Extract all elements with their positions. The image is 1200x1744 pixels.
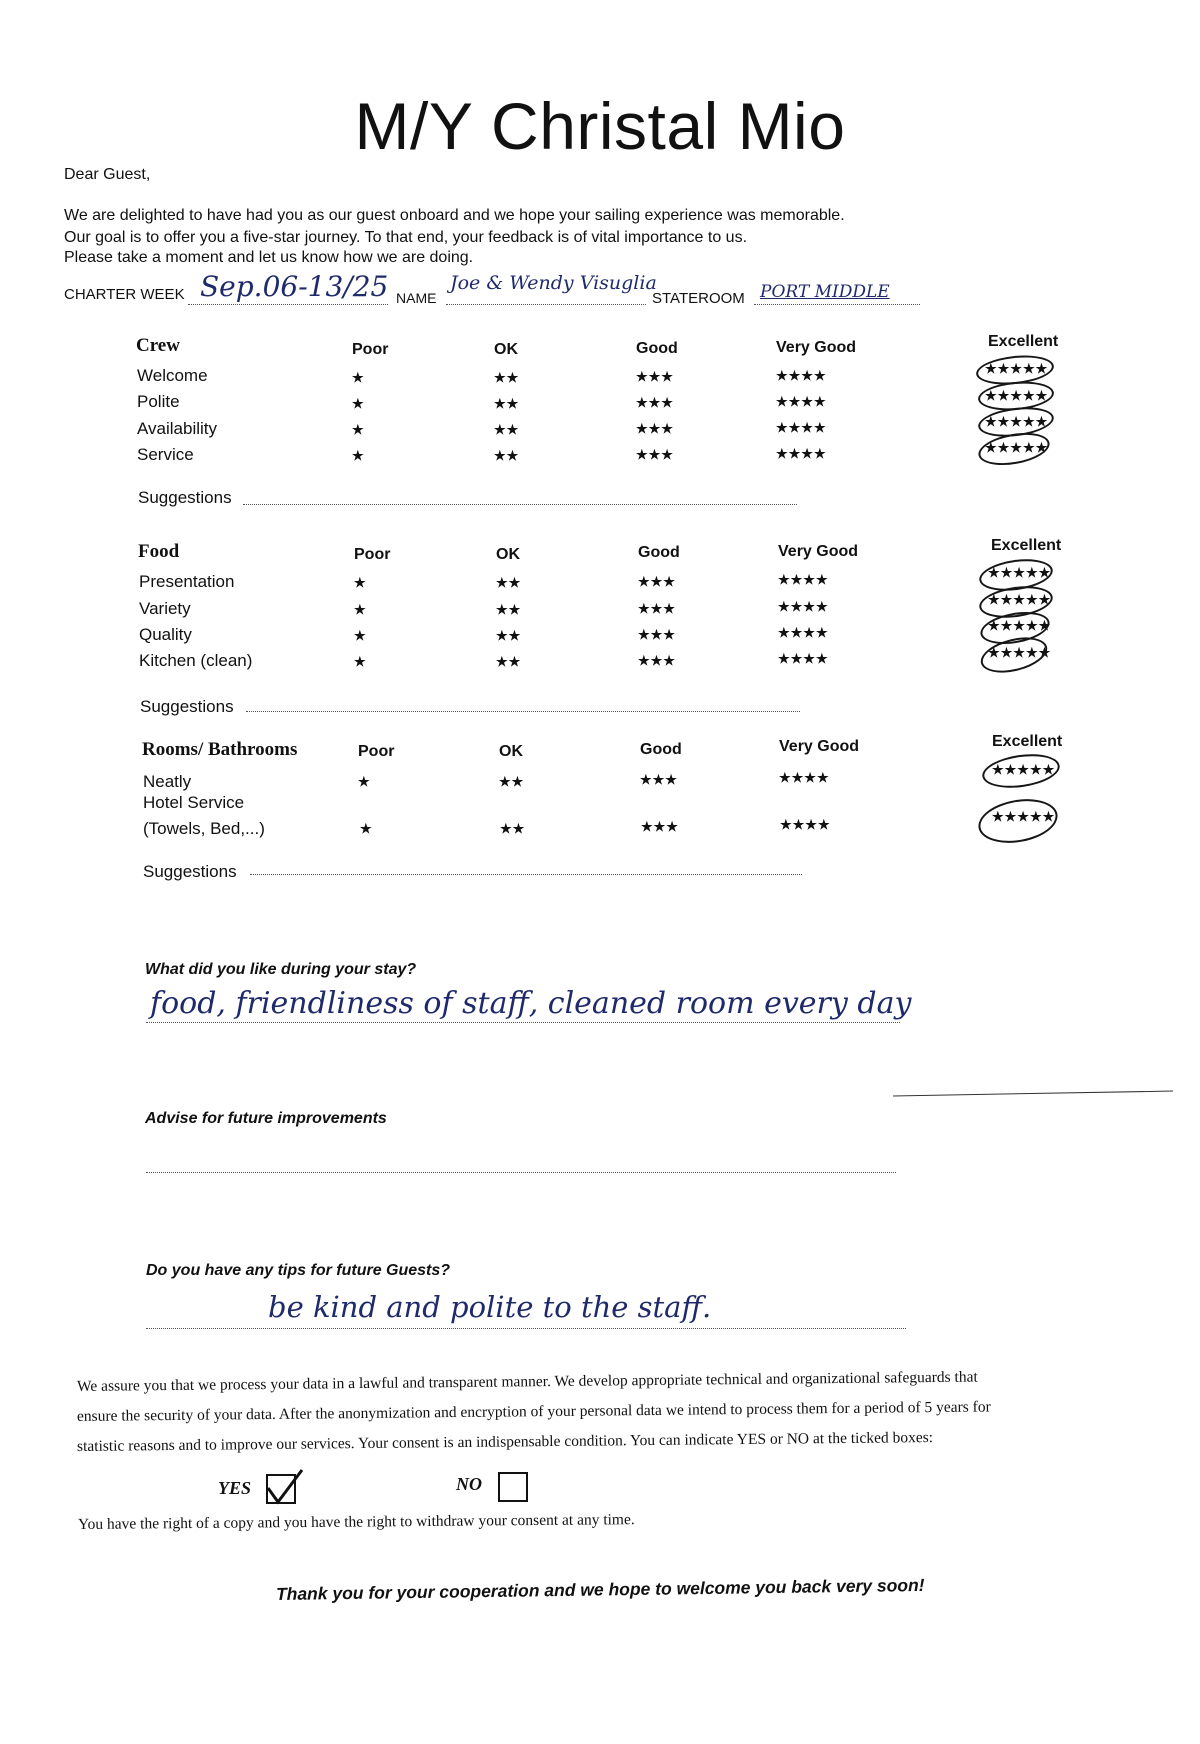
crew-heading: Crew xyxy=(136,335,180,356)
crew-service-ok[interactable]: ★★ xyxy=(494,448,520,463)
crew-item-service: Service xyxy=(137,445,194,464)
greeting: Dear Guest, xyxy=(64,166,151,183)
food-col-excellent: Excellent xyxy=(991,537,1062,554)
rooms-item-neatly: Neatly xyxy=(143,772,192,791)
rooms-heading: Rooms/ Bathrooms xyxy=(142,739,298,760)
food-variety-very-good[interactable]: ★★★★ xyxy=(778,599,829,614)
crew-welcome-excellent[interactable]: ★★★★★ xyxy=(985,361,1049,376)
question-improvements-label: Advise for future improvements xyxy=(145,1110,387,1127)
crew-item-polite: Polite xyxy=(137,392,180,411)
question-liked-line xyxy=(146,1022,900,1023)
crew-service-poor[interactable]: ★ xyxy=(352,448,365,463)
intro-line-2: Our goal is to offer you a five-star journey. To that end, your feedback is of vital importance to us. xyxy=(64,229,748,246)
crew-service-good[interactable]: ★★★ xyxy=(636,447,674,462)
crew-welcome-ok[interactable]: ★★ xyxy=(494,370,520,385)
food-variety-good[interactable]: ★★★ xyxy=(638,601,676,616)
rooms-col-excellent: Excellent xyxy=(992,733,1063,750)
food-suggestions-line[interactable] xyxy=(246,711,800,712)
privacy-line-1: We assure you that we process your data in a lawful and transparent manner. We develop appropriate technical and organizational safeguards that xyxy=(76,1368,978,1395)
crew-welcome-good[interactable]: ★★★ xyxy=(636,369,674,384)
crew-availability-poor[interactable]: ★ xyxy=(352,422,365,437)
stateroom-label: STATEROOM xyxy=(652,290,745,307)
stateroom-line xyxy=(754,304,920,305)
question-tips-line xyxy=(146,1328,906,1329)
crew-availability-good[interactable]: ★★★ xyxy=(636,421,674,436)
rooms-neatly-good[interactable]: ★★★ xyxy=(640,772,678,787)
crew-availability-very-good[interactable]: ★★★★ xyxy=(776,420,827,435)
crew-polite-good[interactable]: ★★★ xyxy=(636,395,674,410)
rooms-item-hotel-service: Hotel Service xyxy=(143,793,245,812)
question-improvements-line[interactable] xyxy=(146,1172,896,1173)
crew-welcome-poor[interactable]: ★ xyxy=(352,370,365,385)
crew-suggestions-label: Suggestions xyxy=(138,488,232,507)
food-col-ok: OK xyxy=(496,546,520,563)
crew-service-excellent[interactable]: ★★★★★ xyxy=(985,440,1049,455)
rights-text: You have the right of a copy and you have the right to withdraw your consent at any time. xyxy=(77,1511,635,1533)
food-quality-good[interactable]: ★★★ xyxy=(638,627,676,642)
rooms-suggestions-label: Suggestions xyxy=(143,862,237,881)
intro-line-1: We are delighted to have had you as our guest onboard and we hope your sailing experience was memorable. xyxy=(64,207,845,224)
food-variety-ok[interactable]: ★★ xyxy=(496,602,522,617)
rooms-col-very-good: Very Good xyxy=(779,738,860,755)
consent-no-checkbox[interactable] xyxy=(498,1472,528,1502)
food-kitchen-good[interactable]: ★★★ xyxy=(638,653,676,668)
question-liked-answer[interactable]: food, friendliness of staff, cleaned room every day xyxy=(150,986,912,1021)
food-suggestions-label: Suggestions xyxy=(140,697,234,716)
food-item-quality: Quality xyxy=(139,625,192,644)
crew-polite-excellent[interactable]: ★★★★★ xyxy=(985,388,1049,403)
food-variety-excellent[interactable]: ★★★★★ xyxy=(988,592,1052,607)
charter-week-value[interactable]: Sep.06-13/25 xyxy=(200,270,389,303)
rooms-neatly-ok[interactable]: ★★ xyxy=(499,774,525,789)
rooms-neatly-poor[interactable]: ★ xyxy=(358,774,371,789)
crew-service-very-good[interactable]: ★★★★ xyxy=(776,446,827,461)
food-col-good: Good xyxy=(638,544,680,561)
food-presentation-good[interactable]: ★★★ xyxy=(638,574,676,589)
closing-text: Thank you for your cooperation and we hope to welcome you back very soon! xyxy=(275,1574,925,1604)
rooms-service-poor[interactable]: ★ xyxy=(360,821,373,836)
rooms-col-good: Good xyxy=(640,741,682,758)
privacy-line-3: statistic reasons and to improve our services. Your consent is an indispensable condition. You can indicate YES or NO at the ticked boxes: xyxy=(76,1429,934,1455)
food-presentation-ok[interactable]: ★★ xyxy=(496,575,522,590)
rooms-neatly-excellent[interactable]: ★★★★★ xyxy=(992,762,1056,777)
crew-polite-ok[interactable]: ★★ xyxy=(494,396,520,411)
food-quality-ok[interactable]: ★★ xyxy=(496,628,522,643)
rooms-service-selection-circle xyxy=(975,793,1061,848)
food-kitchen-poor[interactable]: ★ xyxy=(354,654,367,669)
question-tips-label: Do you have any tips for future Guests? xyxy=(146,1262,451,1279)
charter-week-label: CHARTER WEEK xyxy=(64,286,185,303)
charter-week-line xyxy=(188,304,388,305)
crew-col-very-good: Very Good xyxy=(776,339,857,356)
food-quality-excellent[interactable]: ★★★★★ xyxy=(988,618,1052,633)
crew-item-availability: Availability xyxy=(137,419,218,438)
rooms-service-good[interactable]: ★★★ xyxy=(641,819,679,834)
rooms-neatly-selection-circle xyxy=(980,750,1062,793)
intro-line-3: Please take a moment and let us know how we are doing. xyxy=(64,249,474,266)
privacy-line-2: ensure the security of your data. After the anonymization and encryption of your personal data we intend to process them for a period of 5 years for xyxy=(76,1398,991,1425)
rooms-service-excellent[interactable]: ★★★★★ xyxy=(992,809,1056,824)
crew-col-ok: OK xyxy=(494,341,518,358)
food-item-kitchen: Kitchen (clean) xyxy=(139,651,253,670)
food-presentation-poor[interactable]: ★ xyxy=(354,575,367,590)
name-value[interactable]: Joe & Wendy Visuglia xyxy=(450,272,657,294)
food-variety-poor[interactable]: ★ xyxy=(354,602,367,617)
name-line xyxy=(446,304,646,305)
consent-yes-check-icon xyxy=(262,1466,306,1510)
rooms-service-ok[interactable]: ★★ xyxy=(500,821,526,836)
stateroom-value[interactable]: PORT MIDDLE xyxy=(760,282,890,302)
crew-polite-very-good[interactable]: ★★★★ xyxy=(776,394,827,409)
food-quality-very-good[interactable]: ★★★★ xyxy=(778,625,829,640)
crew-col-excellent: Excellent xyxy=(988,333,1059,350)
crew-col-good: Good xyxy=(636,340,678,357)
crew-polite-poor[interactable]: ★ xyxy=(352,396,365,411)
question-tips-answer[interactable]: be kind and polite to the staff. xyxy=(268,1290,712,1324)
crew-availability-ok[interactable]: ★★ xyxy=(494,422,520,437)
crew-col-poor: Poor xyxy=(352,341,389,358)
stray-pen-line xyxy=(893,1091,1173,1097)
food-kitchen-very-good[interactable]: ★★★★ xyxy=(778,651,829,666)
food-presentation-excellent[interactable]: ★★★★★ xyxy=(988,565,1052,580)
food-col-very-good: Very Good xyxy=(778,543,859,560)
food-item-variety: Variety xyxy=(139,599,191,618)
crew-suggestions-line[interactable] xyxy=(243,504,797,505)
food-kitchen-excellent[interactable]: ★★★★★ xyxy=(988,645,1052,660)
food-quality-poor[interactable]: ★ xyxy=(354,628,367,643)
rooms-col-poor: Poor xyxy=(358,743,395,760)
rooms-neatly-very-good[interactable]: ★★★★ xyxy=(779,770,830,785)
consent-yes-label: YES xyxy=(218,1478,252,1498)
crew-availability-excellent[interactable]: ★★★★★ xyxy=(985,414,1049,429)
food-item-presentation: Presentation xyxy=(139,572,235,591)
rooms-suggestions-line[interactable] xyxy=(250,874,802,875)
food-col-poor: Poor xyxy=(354,546,391,563)
food-presentation-very-good[interactable]: ★★★★ xyxy=(778,572,829,587)
rooms-item-towels-bed: (Towels, Bed,...) xyxy=(143,819,265,838)
page-title: M/Y Christal Mio xyxy=(354,89,846,163)
question-liked-label: What did you like during your stay? xyxy=(145,961,417,978)
name-label: NAME xyxy=(396,290,437,306)
crew-welcome-very-good[interactable]: ★★★★ xyxy=(776,368,827,383)
rooms-col-ok: OK xyxy=(499,743,523,760)
rooms-service-very-good[interactable]: ★★★★ xyxy=(780,817,831,832)
food-heading: Food xyxy=(138,541,180,562)
food-kitchen-ok[interactable]: ★★ xyxy=(496,654,522,669)
crew-item-welcome: Welcome xyxy=(137,366,208,385)
consent-no-label: NO xyxy=(456,1474,482,1494)
